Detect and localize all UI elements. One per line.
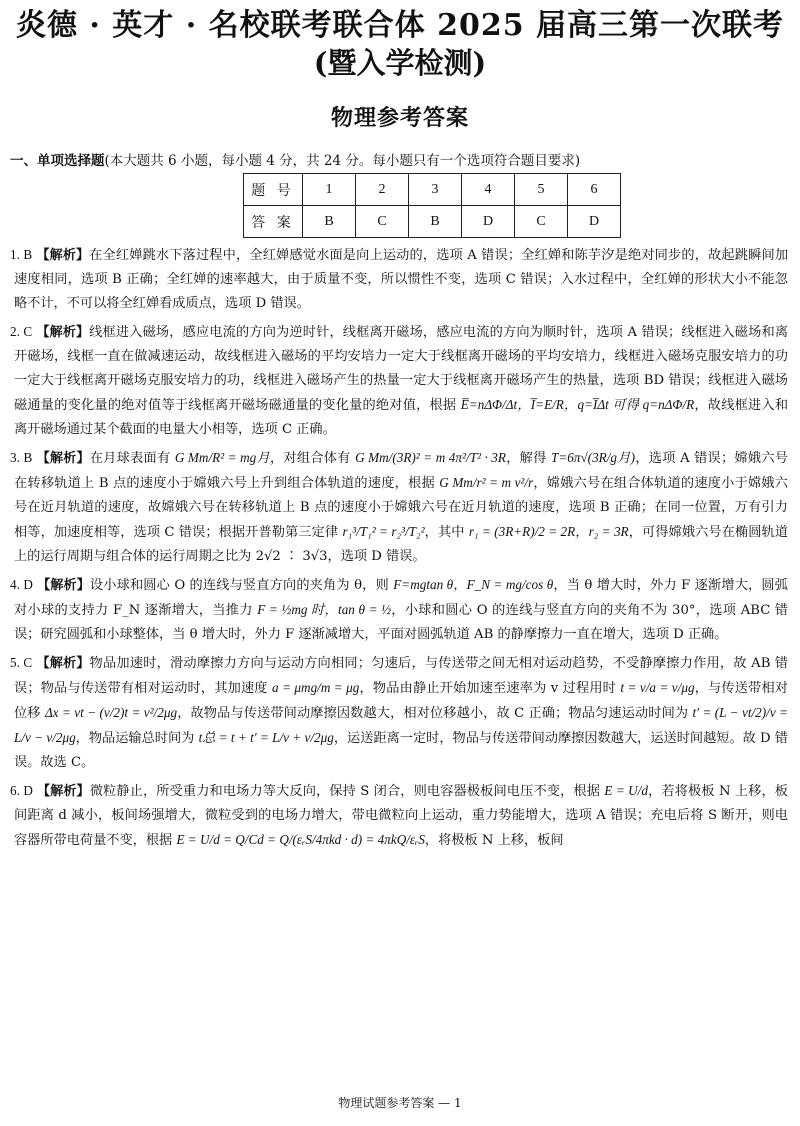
- solution-item-4: [10, 573, 788, 647]
- formula: E = U/d: [604, 783, 648, 798]
- item-number: 6. D: [10, 783, 33, 798]
- answer-cell: D: [568, 206, 621, 238]
- question-number: 1: [303, 174, 356, 206]
- formula: r₁³/T₁² = r₂³/T₂²: [342, 524, 425, 539]
- formula: E = U/d = Q/Cd = Q/(εᵣS/4πkd · d) = 4πkQ/εᵣS: [176, 832, 425, 847]
- solution-item-3: [10, 446, 788, 569]
- item-text: 在月球表面有: [89, 451, 171, 466]
- question-number: 5: [515, 174, 568, 206]
- item-text: 在全红婵跳水下落过程中，全红婵感觉水面是向上运动的，选项 A 错误；全红婵和陈芋汐是绝对同步的，故起跳瞬间加速度相同，选项 B 正确；全红婵的速率越大，由于质量不变，所以惯性不变，选项 C 错误；入水过程中，全红婵的形状大小不能忽略不计，不可以将全红婵看成质点，选项 D 错误。: [14, 248, 789, 311]
- item-text: ，当 θ 增大时，外力 F 逐渐增大，圆弧对小球的支持力 F_N 逐渐增大，当推力: [14, 578, 788, 618]
- analysis-tag: 【解析】: [37, 578, 90, 593]
- answer-cell: C: [356, 206, 409, 238]
- item-text: 设小球和圆心 O 的连线与竖直方向的夹角为 θ，则: [89, 578, 389, 593]
- formula: t′ = (L − vt/2)/v = L/v − v/2μg: [14, 705, 788, 745]
- item-text: ，其中: [424, 525, 465, 540]
- analysis-tag: 【解析】: [36, 451, 90, 466]
- section-note: (本大题共 6 小题，每小题 4 分，共 24 分。每小题只有一个选项符合题目要求): [104, 153, 581, 169]
- formula: a = μmg/m = μg: [272, 680, 360, 695]
- section-heading: [10, 151, 790, 171]
- document-title: 物理参考答案: [330, 105, 469, 131]
- item-text: 线框进入磁场，感应电流的方向为逆时针，线框离开磁场，感应电流的方向为顺时针，选项 A 错误；线框进入磁场和离开磁场，线框一直在做减速运动，故线框进入磁场的平均安培力一定大于线框离开磁场的平均安培力，线框进入磁场克服安培力的功一定大于线框离开磁场克服安培力的功，线框进入磁场产生的热量一定大于线框离开磁场产生的热量，选项 BD 错误；线框进入磁场磁通量的变化量的绝对值等于线框离开磁场磁通量的变化量的绝对值，根据: [14, 325, 789, 413]
- answer-table: [243, 173, 621, 238]
- item-text: ，故物品与传送带间动摩擦因数越大，相对位移越小，故 C 正确；物品匀速运动时间为: [177, 706, 689, 721]
- formula: G Mm/r² = m v²/r: [439, 475, 534, 490]
- formula: r₁ = (3R+R)/2 = 2R，r₂ = 3R: [468, 524, 629, 539]
- item-number: 3. B: [10, 450, 33, 465]
- formula: t = v/a = v/μg: [620, 680, 695, 695]
- item-text: ，对组合体有: [269, 451, 351, 466]
- item-text: ，若将极板 N 上移，板间距离 d 减小，板间场强增大，微粒受到的电场力增大，带电微粒向上运动，重力势能增大，选项 A 错误；充电后将 S 断开，则电容器所带电荷量不变，根据: [14, 784, 788, 848]
- item-number: 2. C: [10, 324, 33, 339]
- question-number: 6: [568, 174, 621, 206]
- formula: T=6π√(3R/g月): [551, 450, 636, 465]
- question-number: 3: [409, 174, 462, 206]
- solution-item-6: [10, 779, 788, 853]
- item-number: 5. C: [10, 655, 33, 670]
- answer-table-row-numbers: [244, 174, 621, 206]
- item-text: 物品加速时，滑动摩擦力方向与运动方向相同；匀速后，与传送带之间无相对运动趋势，不受静摩擦力作用，故 AB 错误；物品与传送带有相对运动时，其加速度: [14, 656, 788, 696]
- item-text: ，嫦娥六号在组合体轨道的速度小于嫦娥六号在近月轨道的速度，故嫦娥六号在转移轨道上 B 点的速度小于嫦娥六号在近月轨道的速度，选项 B 正确；在同一位置，万有引力相等，加速度相等，选项 C 错误；根据开普勒第三定律: [14, 476, 788, 540]
- item-text: ，物品运输总时间为: [75, 731, 195, 746]
- item-text: ，解得: [505, 451, 547, 466]
- analysis-tag: 【解析】: [36, 656, 90, 671]
- formula: F=mgtan θ，F_N = mg/cos θ: [393, 577, 554, 592]
- item-text: ，故线框进入和离开磁场通过某个截面的电量大小相等，选项 C 正确。: [14, 398, 789, 437]
- formula: t总 = t + t′ = L/v + v/2μg: [198, 730, 334, 745]
- section-title: 一、单项选择题: [10, 153, 105, 169]
- formula: F = ½mg 时，tan θ = ½: [257, 602, 391, 617]
- item-text: 微粒静止，所受重力和电场力等大反向，保持 S 闭合，则电容器极板间电压不变，根据: [89, 784, 601, 799]
- solution-item-5: [10, 651, 788, 775]
- item-text: ，与传送带相对位移: [14, 681, 788, 721]
- row-label-number: 题 号: [244, 174, 303, 206]
- formula: G Mm/(3R)² = m 4π²/T² · 3R: [355, 450, 506, 465]
- item-text: ，可得嫦娥六号在椭圆轨道上的运行周期与组合体的运行周期之比为 2√2 ∶ 3√3，选项 D 错误。: [14, 525, 789, 564]
- item-text: ，运送距离一定时，物品与传送带间动摩擦因数越大，运送时间越短。故 D 错误。故选 C。: [14, 731, 788, 770]
- item-number: 1. B: [10, 247, 33, 262]
- item-text: ，物品由静止开始加速至速率为 v 过程用时: [359, 681, 617, 696]
- answer-table-row-answers: [244, 206, 621, 238]
- formula: E̅=nΔΦ/Δt，I̅=E/R，q=I̅Δt 可得 q=nΔΦ/R: [460, 397, 695, 412]
- answer-cell: B: [303, 206, 356, 238]
- answer-cell: D: [462, 206, 515, 238]
- question-number: 4: [462, 174, 515, 206]
- analysis-tag: 【解析】: [36, 248, 90, 263]
- exam-title: 炎德 · 英才 · 名校联考联合体 2025 届高三第一次联考: [15, 8, 785, 43]
- solution-item-1: [10, 243, 788, 316]
- analysis-tag: 【解析】: [36, 325, 90, 340]
- answer-cell: B: [409, 206, 462, 238]
- solution-item-2: [10, 320, 788, 442]
- item-number: 4. D: [10, 577, 33, 592]
- solutions-list: [10, 243, 788, 857]
- item-text: ，将极板 N 上移，板间: [424, 833, 564, 848]
- analysis-tag: 【解析】: [37, 784, 90, 799]
- exam-subtitle: (暨入学检测): [313, 46, 487, 80]
- item-text: ，选项 A 错误；嫦娥六号在转移轨道上 B 点的速度小于嫦娥六号上升到组合体轨道的速度，根据: [14, 451, 788, 491]
- question-number: 2: [356, 174, 409, 206]
- row-label-answer: 答 案: [244, 206, 303, 238]
- formula: Δx = vt − (v/2)t = v²/2μg: [44, 705, 178, 720]
- answer-cell: C: [515, 206, 568, 238]
- item-text: ，小球和圆心 O 的连线与竖直方向的夹角不为 30°，选项 ABC 错误；研究圆弧和小球整体，当 θ 增大时，外力 F 逐渐减增大，平面对圆弧轨道 AB 的静摩擦力一直在增大，选项 D 正确。: [14, 603, 788, 642]
- page-footer: 物理试题参考答案 — 1: [338, 1096, 462, 1110]
- formula: G Mm/R² = mg月: [174, 450, 270, 465]
